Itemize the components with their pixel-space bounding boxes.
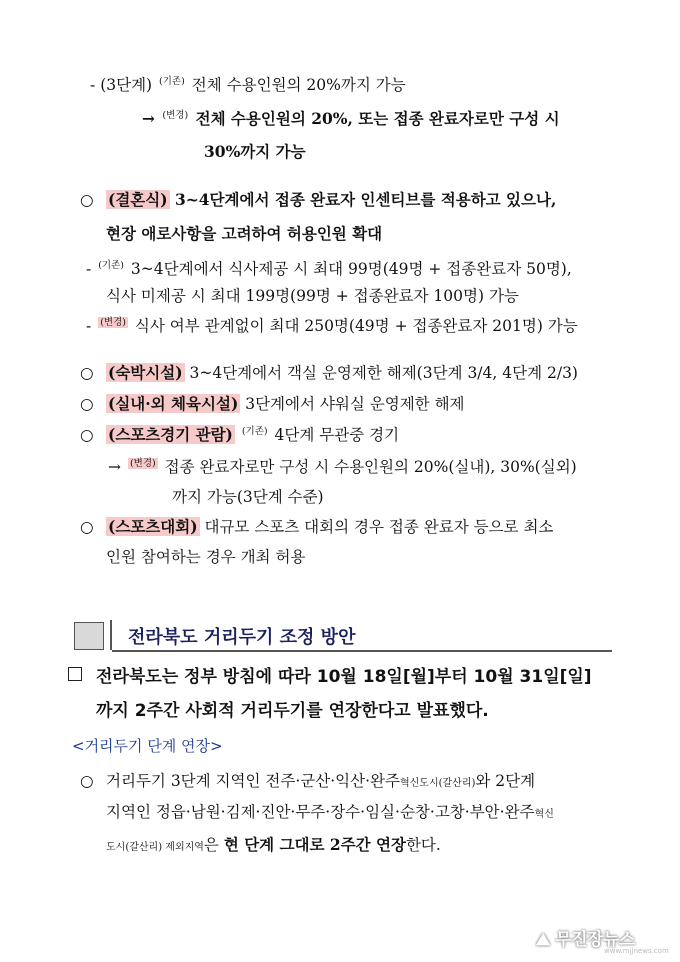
extension-line-2: [106, 801, 554, 826]
stage3-changed-text: 전체 수용인원의 20%, 또는 접종 완료자로만 구성 시: [195, 109, 560, 128]
existing-tag: (기존): [98, 260, 124, 271]
sports-facility-label: (실내·외 체육시설): [108, 394, 239, 413]
wedding-line: [80, 189, 556, 211]
wedding-text-2: 현장 애로사항을 고려하여 허용인원 확대: [106, 224, 383, 243]
extension-note-2: 혁신: [534, 809, 554, 820]
announce-line-2: [96, 700, 489, 722]
extension-note-3: 도시(갈산리) 제외지역: [106, 842, 204, 853]
circle-bullet-icon: ○: [80, 772, 94, 790]
sports-watch-changed-text-2: 까지 가능(3단계 수준): [172, 488, 324, 506]
wedding-old-line-2: [106, 285, 519, 307]
announce-text-2: 까지 2주간 사회적 거리두기를 연장한다고 발표했다.: [96, 701, 489, 721]
arrow-icon: →: [142, 109, 155, 128]
lodging-line: [80, 362, 578, 384]
wedding-new-text: 식사 여부 관계없이 최대 250명(49명 + 접종완료자 201명) 가능: [134, 317, 578, 335]
circle-bullet-icon: ○: [80, 426, 94, 444]
changed-tag: (변경): [100, 317, 126, 328]
existing-tag: (기존): [159, 76, 185, 87]
wedding-line-2: [106, 223, 382, 245]
extension-emphasis: 현 단계 그대로 2주간 연장: [223, 835, 406, 854]
wedding-new-line: [86, 315, 578, 340]
stage3-changed-text-2: 30%까지 가능: [204, 142, 306, 161]
sports-event-text-1: 대규모 스포츠 대회의 경우 접종 완료자 등으로 최소: [204, 518, 554, 536]
sports-watch-change-line: [108, 456, 577, 481]
circle-bullet-icon: ○: [80, 518, 94, 536]
watermark-text: 무진장뉴스: [555, 930, 635, 950]
changed-tag: (변경): [162, 110, 189, 121]
extension-note-1: 혁신도시(갈산리): [399, 778, 476, 789]
extension-text-3a: 은: [203, 836, 219, 854]
sports-watch-label: (스포츠경기 관람): [108, 425, 233, 444]
section-title: 전라북도 거리두기 조정 방안: [128, 627, 356, 648]
sports-watch-change-line-2: [172, 486, 324, 508]
stage3-change-line-2: [204, 141, 306, 163]
dash-marker: -: [90, 76, 96, 94]
sports-event-text-2: 인원 참여하는 경우 개최 허용: [106, 548, 306, 566]
circle-bullet-icon: ○: [80, 395, 94, 413]
extension-text-2: 지역인 정읍·남원·김제·진안·무주·장수·임실·순창·고창·부안·완주: [106, 803, 535, 821]
dash-marker: -: [86, 260, 92, 278]
sports-watch-text: 4단계 무관중 경기: [274, 426, 400, 444]
section-underline: [112, 650, 612, 652]
arrow-icon: →: [108, 458, 121, 476]
sports-watch-changed-text: 접종 완료자로만 구성 시 수용인원의 20%(실내), 30%(실외): [164, 458, 577, 476]
extension-text-1b: 와 2단계: [475, 772, 536, 790]
stage3-change-line: [142, 108, 560, 133]
wedding-old-line: [86, 258, 572, 283]
wedding-old-text-1: 3~4단계에서 식사제공 시 최대 99명(49명 + 접종완료자 50명),: [130, 260, 572, 278]
stage3-line: [90, 74, 406, 99]
sports-event-label: (스포츠대회): [108, 517, 198, 536]
changed-tag: (변경): [129, 458, 156, 469]
extension-text-1: 거리두기 3단계 지역인 전주·군산·익산·완주: [106, 772, 400, 790]
extension-text-3b: 한다.: [405, 836, 441, 854]
sports-event-line: [80, 516, 553, 538]
extension-heading: <거리두기 단계 연장>: [72, 737, 223, 755]
extension-line-3: [106, 834, 441, 859]
stage3-label: (3단계): [100, 76, 153, 94]
section-divider: [110, 620, 112, 650]
dash-marker: -: [86, 317, 92, 335]
announce-line: [68, 666, 592, 688]
lodging-text: 3~4단계에서 객실 운영제한 해제(3단계 3/4, 4단계 2/3): [189, 364, 578, 382]
sports-facility-text: 3단계에서 샤워실 운영제한 해제: [245, 395, 465, 413]
wedding-label: (결혼식): [108, 190, 168, 209]
sports-facility-line: [80, 393, 465, 415]
wedding-text-1: 3~4단계에서 접종 완료자 인센티브를 적용하고 있으나,: [175, 190, 557, 209]
logo-icon: ⛰: [536, 930, 550, 950]
circle-bullet-icon: ○: [80, 191, 94, 209]
wedding-old-text-2: 식사 미제공 시 최대 199명(99명 + 접종완료자 100명) 가능: [106, 287, 519, 305]
stage3-existing-text: 전체 수용인원의 20%까지 가능: [191, 76, 406, 94]
sports-event-line-2: [106, 546, 305, 568]
extension-line-1: [80, 770, 535, 795]
section-marker-box: [74, 622, 104, 650]
lodging-label: (숙박시설): [108, 363, 183, 382]
square-bullet-icon: [68, 667, 82, 681]
circle-bullet-icon: ○: [80, 364, 94, 382]
existing-tag: (기존): [241, 426, 268, 437]
watermark-url: www.mjjnews.com: [604, 947, 669, 955]
sports-watch-line: [80, 424, 399, 449]
announce-text-1: 전라북도는 정부 방침에 따라 10월 18일[월]부터 10월 31일[일]: [96, 667, 592, 687]
